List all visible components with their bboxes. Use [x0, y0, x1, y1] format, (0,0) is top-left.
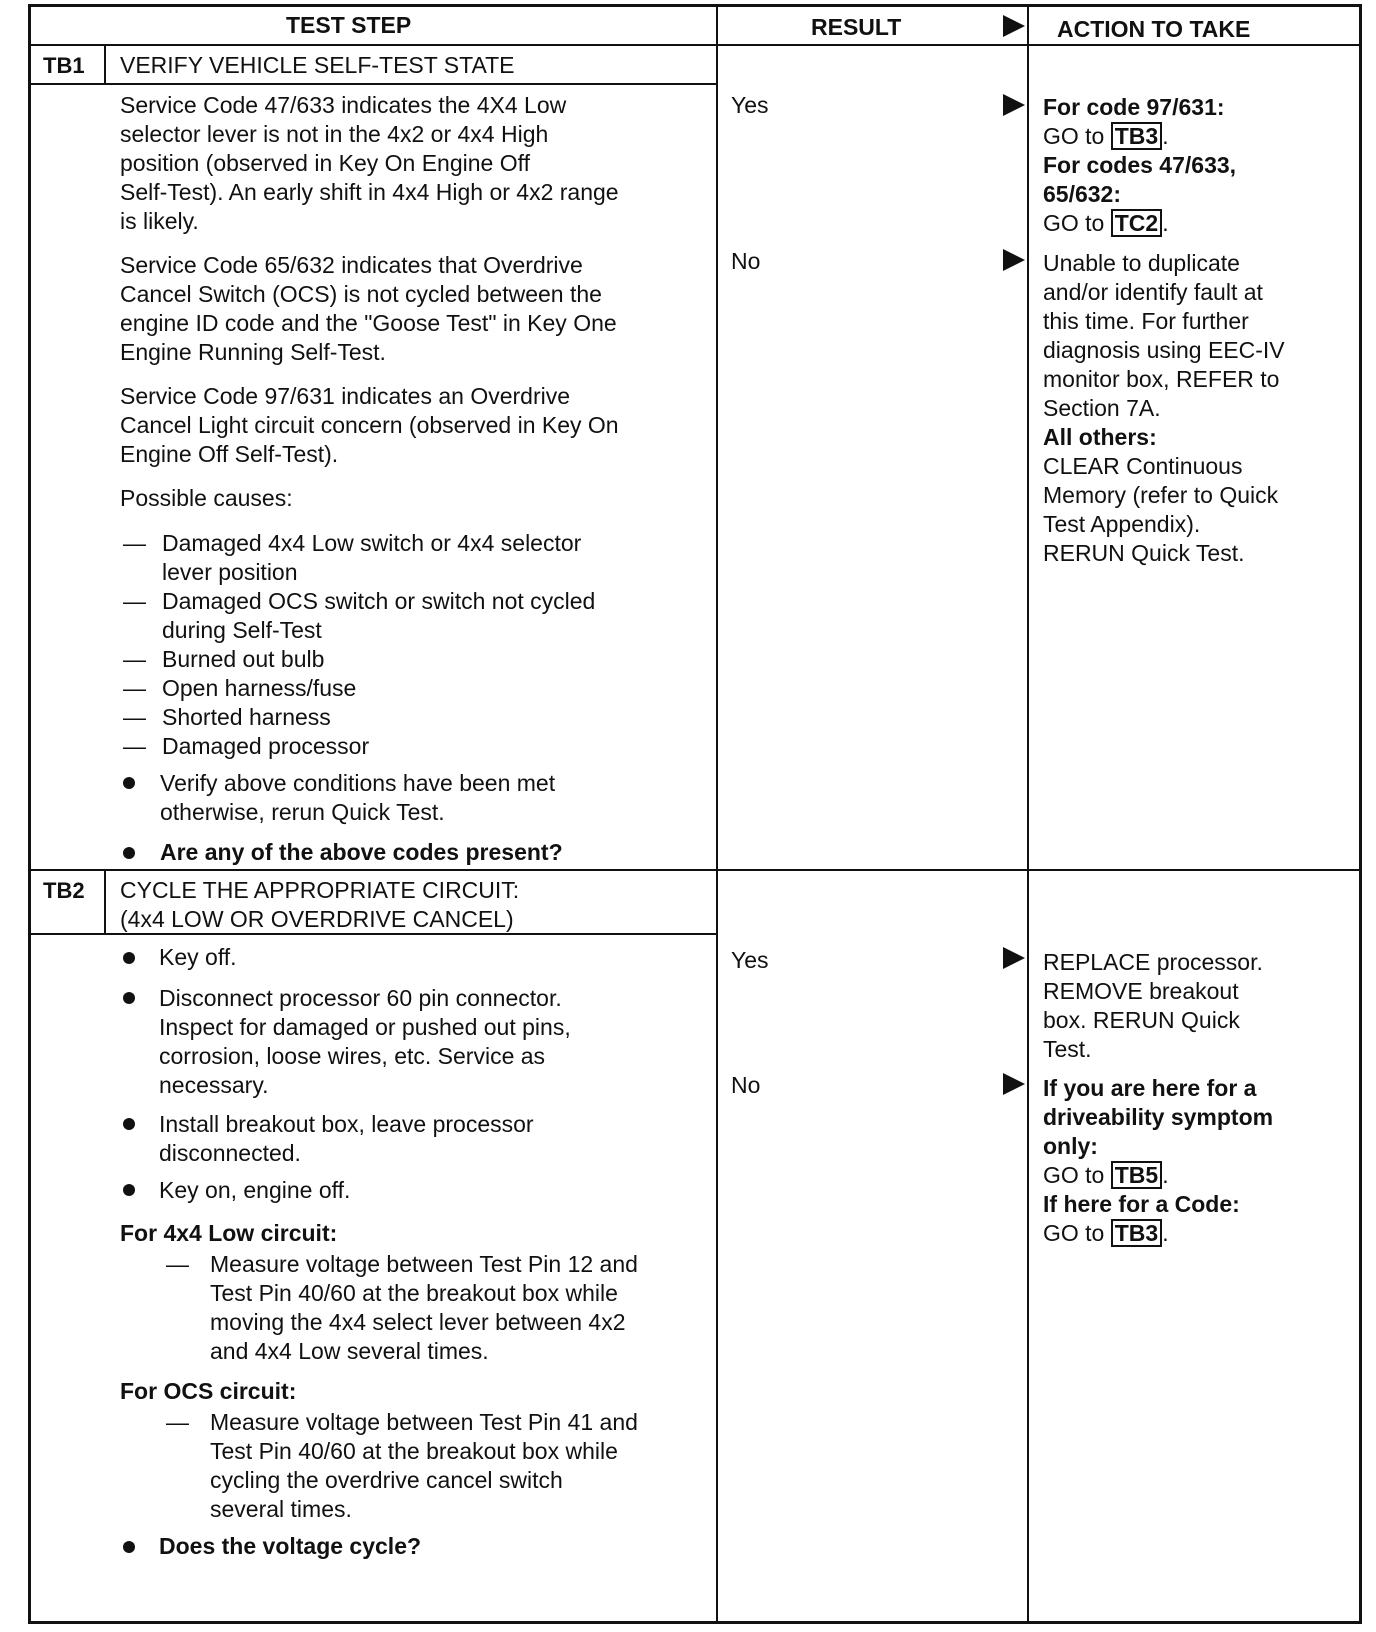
bullet-icon: [123, 1184, 135, 1196]
tb2-question: Does the voltage cycle?: [159, 1533, 422, 1559]
section-divider: [31, 869, 1359, 871]
dash-icon: —: [166, 1251, 189, 1277]
tb2-bullet-key-on: Key on, engine off.: [159, 1177, 351, 1203]
tb2-yes-action: REPLACE processor. REMOVE breakout box. RERUN Quick Test.: [1043, 949, 1263, 1062]
tb2-low-instructions: Measure voltage between Test Pin 12 and Test Pin 40/60 at the breakout box while moving the 4x4 select lever between 4x2 and 4x4 Low several times.: [210, 1251, 638, 1364]
tb2-result-yes: Yes: [731, 947, 769, 973]
tb1-cause-3: Burned out bulb: [162, 646, 325, 672]
tc2-reference[interactable]: TC2: [1111, 209, 1162, 237]
header-action: ACTION TO TAKE: [1057, 16, 1251, 42]
tb2-bullet-key-off: Key off.: [159, 944, 237, 970]
header-divider: [31, 44, 1359, 46]
tb3-reference[interactable]: TB3: [1111, 1219, 1162, 1247]
dash-icon: —: [123, 646, 146, 672]
tb1-cause-1: Damaged 4x4 Low switch or 4x4 selector lever position: [162, 530, 582, 585]
tb1-result-yes: Yes: [731, 92, 769, 118]
result-arrow-icon: [1003, 249, 1025, 271]
tb2-step-id: TB2: [43, 878, 85, 903]
dash-icon: —: [123, 530, 146, 556]
tb5-reference[interactable]: TB5: [1111, 1161, 1162, 1189]
tb1-no-action: Unable to duplicate and/or identify fault at this time. For further diagnosis using EEC-IV monitor box, REFER to Section 7A. All others: CLEAR Continuous Memory (refer to Quick Test Appendix). RERUN Quick Test.: [1043, 250, 1285, 566]
tb1-bullet-verify: Verify above conditions have been met otherwise, rerun Quick Test.: [160, 770, 556, 825]
tb2-result-no: No: [731, 1072, 761, 1098]
tb1-question: Are any of the above codes present?: [160, 839, 563, 865]
tb1-paragraph-2: Service Code 65/632 indicates that Overdrive Cancel Switch (OCS) is not cycled between the engine ID code and the "Goose Test" in Key One Engine Running Self-Test.: [120, 252, 617, 365]
bullet-icon: [123, 777, 135, 789]
bullet-icon: [123, 847, 135, 859]
tb1-cause-2: Damaged OCS switch or switch not cycled during Self-Test: [162, 588, 596, 643]
header-test-step: TEST STEP: [286, 12, 412, 38]
tb1-id-divider: [104, 44, 106, 84]
dash-icon: —: [123, 588, 146, 614]
tb1-step-id: TB1: [43, 53, 85, 78]
header-result: RESULT: [811, 14, 902, 40]
tb2-low-label: For 4x4 Low circuit:: [120, 1220, 338, 1246]
tb2-id-divider: [104, 869, 106, 934]
result-arrow-icon: [1003, 94, 1025, 116]
tb3-reference[interactable]: TB3: [1111, 122, 1162, 150]
dash-icon: —: [123, 704, 146, 730]
tb2-bullet-breakout: Install breakout box, leave processor disconnected.: [159, 1111, 534, 1166]
result-arrow-icon: [1003, 1073, 1025, 1095]
tb1-title-divider: [31, 83, 717, 85]
dash-icon: —: [123, 675, 146, 701]
diagnostic-table: [28, 4, 1362, 1624]
bullet-icon: [123, 992, 135, 1004]
dash-icon: —: [123, 733, 146, 759]
tb2-bullet-disconnect: Disconnect processor 60 pin connector. Inspect for damaged or pushed out pins, corrosion, loose wires, etc. Service as necessary.: [159, 985, 571, 1098]
tb1-title: VERIFY VEHICLE SELF-TEST STATE: [120, 52, 515, 78]
tb1-paragraph-3: Service Code 97/631 indicates an Overdrive Cancel Light circuit concern (observed in Key On Engine Off Self-Test).: [120, 383, 619, 467]
tb1-yes-action: For code 97/631: GO to TB3 . For codes 47/633, 65/632: GO to TC2 .: [1043, 94, 1237, 236]
result-arrow-icon: [1003, 947, 1025, 969]
tb2-ocs-label: For OCS circuit:: [120, 1378, 297, 1404]
dash-icon: —: [166, 1409, 189, 1435]
tb1-cause-5: Shorted harness: [162, 704, 331, 730]
bullet-icon: [123, 1118, 135, 1130]
bullet-icon: [123, 1541, 135, 1553]
result-arrow-icon: [1003, 15, 1025, 37]
tb2-ocs-instructions: Measure voltage between Test Pin 41 and Test Pin 40/60 at the breakout box while cycling the overdrive cancel switch several times.: [210, 1409, 638, 1522]
tb2-no-action: If you are here for a driveability symptom only: GO to TB5 . If here for a Code: GO to TB3 .: [1043, 1075, 1274, 1246]
tb1-result-no: No: [731, 248, 761, 274]
tb2-title: CYCLE THE APPROPRIATE CIRCUIT: (4x4 LOW OR OVERDRIVE CANCEL): [120, 877, 520, 932]
bullet-icon: [123, 952, 135, 964]
column-divider-action: [1027, 7, 1029, 1621]
tb1-causes-label: Possible causes:: [120, 485, 293, 511]
tb1-cause-6: Damaged processor: [162, 733, 370, 759]
column-divider-result: [716, 7, 718, 1621]
tb1-paragraph-1: Service Code 47/633 indicates the 4X4 Low selector lever is not in the 4x2 or 4x4 High position (observed in Key On Engine Off Self-Test). An early shift in 4x4 High or 4x2 range is likely.: [120, 92, 619, 234]
tb1-cause-4: Open harness/fuse: [162, 675, 357, 701]
